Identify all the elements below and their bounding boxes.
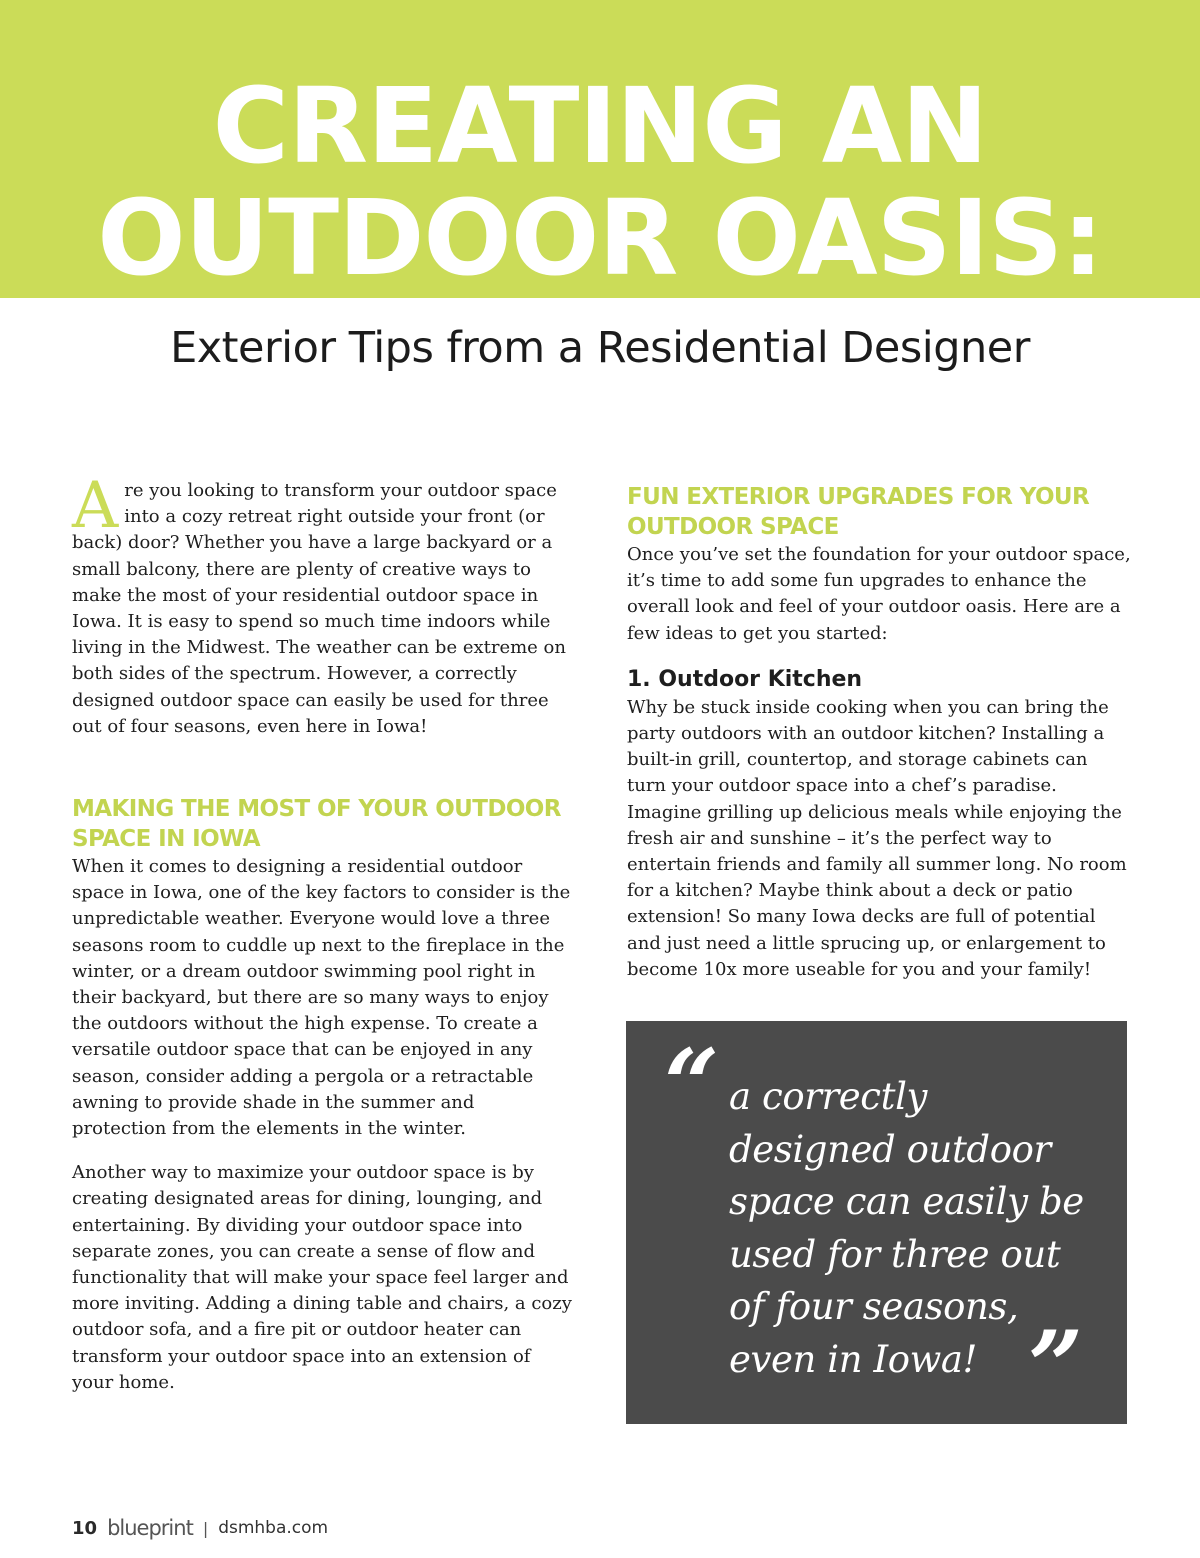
page-subtitle: Exterior Tips from a Residential Designer <box>170 323 1030 373</box>
section-heading-iowa: MAKING THE MOST OF YOUR OUTDOOR SPACE IN IOWA <box>72 796 561 853</box>
open-quote-mark: “ <box>664 1028 720 1141</box>
left-column <box>72 469 572 1396</box>
intro-text: re you looking to transform your outdoor space into a cozy retreat right outside your front (or back) door? Whether you have a large backyard or a small balcony, there are plenty of creative ways to make the most of your residential outdoor space in Iowa. It is easy to spend so much time indoors while living in the Midwest. The weather can be extreme on both sides of the spectrum. However, a correctly designed outdoor space can easily be used for three out of four seasons, even here in Iowa! <box>72 480 566 737</box>
close-quote-mark: ” <box>1028 1310 1084 1423</box>
drop-cap: A <box>72 469 119 543</box>
intro-paragraph <box>72 469 572 740</box>
body-paragraph: Once you’ve set the foundation for your outdoor space, it’s time to add some fun upgrades to enhance the overall look and feel of your outdoor oasis. Here are a few ideas to get you started: <box>627 544 1131 644</box>
pull-quote <box>626 1021 1127 1424</box>
pull-quote-text: a correctly designed outdoor space can easily be used for three out of four seasons, even in Iowa! <box>729 1075 1084 1381</box>
website-link[interactable]: dsmhba.com <box>218 1518 329 1538</box>
brand-logo: blueprint <box>107 1516 193 1540</box>
page-number: 10 <box>72 1517 98 1539</box>
body-paragraph: Why be stuck inside cooking when you can bring the party outdoors with an outdoor kitchen? Installing a built-in grill, countertop, and storage cabinets can turn your outdoor space into a chef’s paradise. Imagine grilling up delicious meals while enjoying the fresh air and sunshine – it’s the perfect way to entertain friends and family all summer long. No room for a kitchen? Maybe think about a deck or patio extension! So many Iowa decks are full of potential and just need a little sprucing up, or enlargement to become 10x more useable for you and your family! <box>627 696 1127 980</box>
title-line-2: OUTDOOR OASIS: <box>97 177 1103 299</box>
title-line-1: CREATING AN <box>212 65 988 187</box>
footer-separator: | <box>202 1518 209 1538</box>
page-footer <box>72 1514 328 1542</box>
section-heading-upgrades: FUN EXTERIOR UPGRADES FOR YOUR OUTDOOR SPACE <box>627 484 1090 540</box>
subheading-outdoor-kitchen: 1. Outdoor Kitchen <box>627 666 863 692</box>
body-paragraph: Another way to maximize your outdoor space is by creating designated areas for dining, lounging, and entertaining. By dividing your outdoor space into separate zones, you can create a sense of flow and functionality that will make your space feel larger and more inviting. Adding a dining table and chairs, a cozy outdoor sofa, and a fire pit or outdoor heater can transform your outdoor space into an extension of your home. <box>72 1162 572 1393</box>
page-title <box>0 65 1200 299</box>
right-column <box>627 482 1132 983</box>
body-paragraph: When it comes to designing a residential outdoor space in Iowa, one of the key factors to consider is the unpredictable weather. Everyone would love a three seasons room to cuddle up next to the fireplace in the winter, or a dream outdoor swimming pool right in their backyard, but there are so many ways to enjoy the outdoors without the high expense. To create a versatile outdoor space that can be enjoyed in any season, consider adding a pergola or a retractable awning to provide shade in the summer and protection from the elements in the winter. <box>72 856 571 1140</box>
